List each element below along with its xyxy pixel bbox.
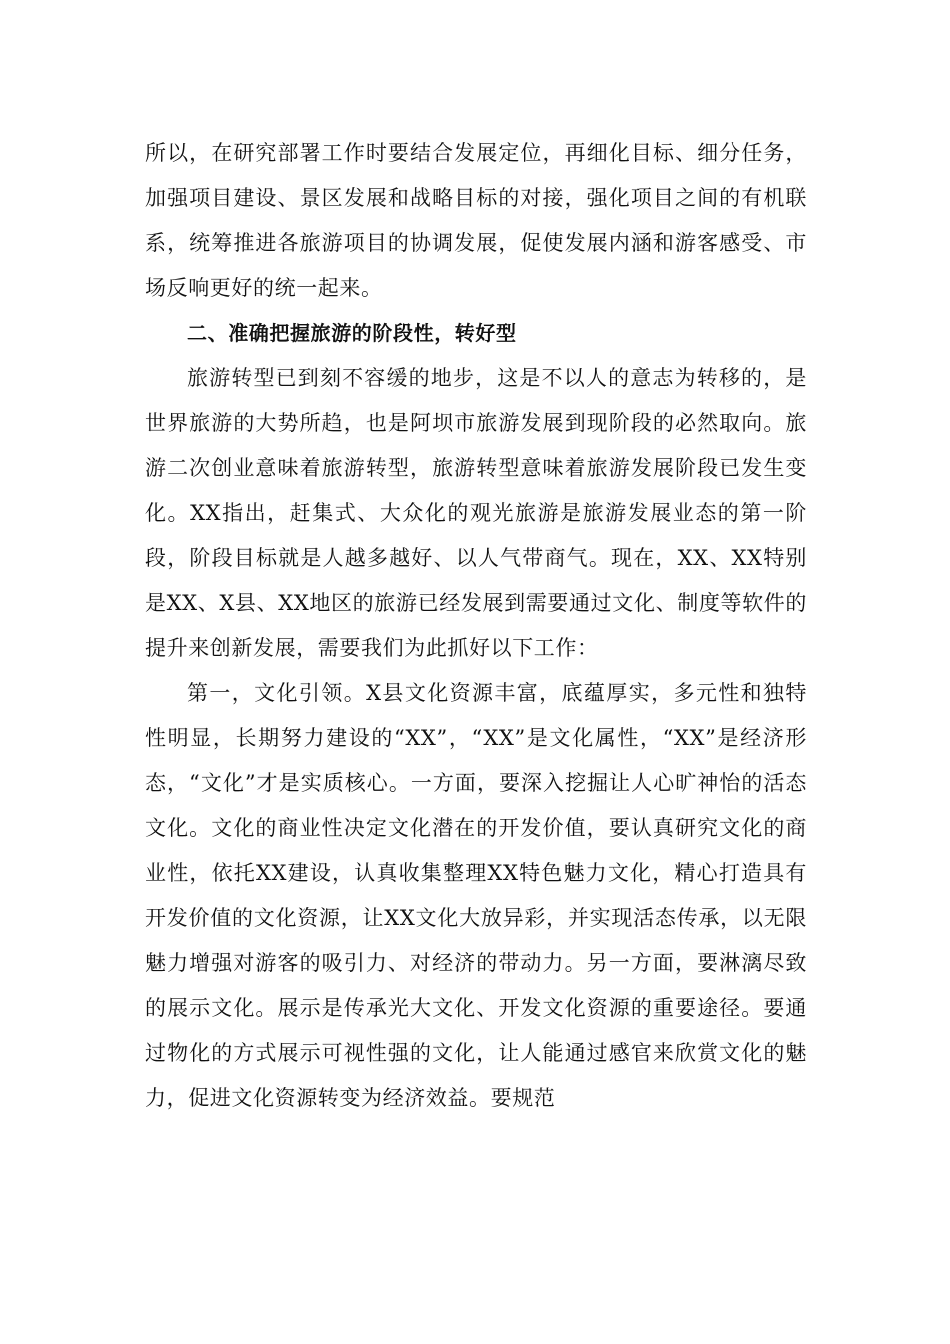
paragraph-continuation: 所以，在研究部署工作时要结合发展定位，再细化目标、细分任务，加强项目建设、景区发展和战略目标的对接，强化项目之间的有机联系，统筹推进各旅游项目的协调发展，促使发展内涵和游客感受、市场反响更好的统一起来。 bbox=[145, 141, 807, 300]
section-heading: 二、准确把握旅游的阶段性，转好型 bbox=[187, 321, 517, 345]
document-body bbox=[145, 131, 807, 1121]
paragraph-culture-leadership: 第一，文化引领。X县文化资源丰富，底蕴厚实，多元性和独特性明显，长期努力建设的“XX”，“XX”是文化属性，“XX”是经济形态，“文化”才是实质核心。一方面，要深入挖掘让人心旷神怡的活态文化。文化的商业性决定文化潜在的开发价值，要认真研究文化的商业性，依托XX建设，认真收集整理XX特色魅力文化，精心打造具有开发价值的文化资源，让XX文化大放异彩，并实现活态传承，以无限魅力增强对游客的吸引力、对经济的带动力。另一方面，要淋漓尽致的展示文化。展示是传承光大文化、开发文化资源的重要途径。要通过物化的方式展示可视性强的文化，让人能通过感官来欣赏文化的魅力，促进文化资源转变为经济效益。要规范 bbox=[145, 681, 807, 1110]
paragraph-tourism-transformation: 旅游转型已到刻不容缓的地步，这是不以人的意志为转移的，是世界旅游的大势所趋，也是阿坝市旅游发展到现阶段的必然取向。旅游二次创业意味着旅游转型，旅游转型意味着旅游发展阶段已发生变化。XX指出，赶集式、大众化的观光旅游是旅游发展业态的第一阶段，阶段目标就是人越多越好、以人气带商气。现在，XX、XX特别是XX、X县、XX地区的旅游已经发展到需要通过文化、制度等软件的提升来创新发展，需要我们为此抓好以下工作： bbox=[145, 366, 807, 660]
